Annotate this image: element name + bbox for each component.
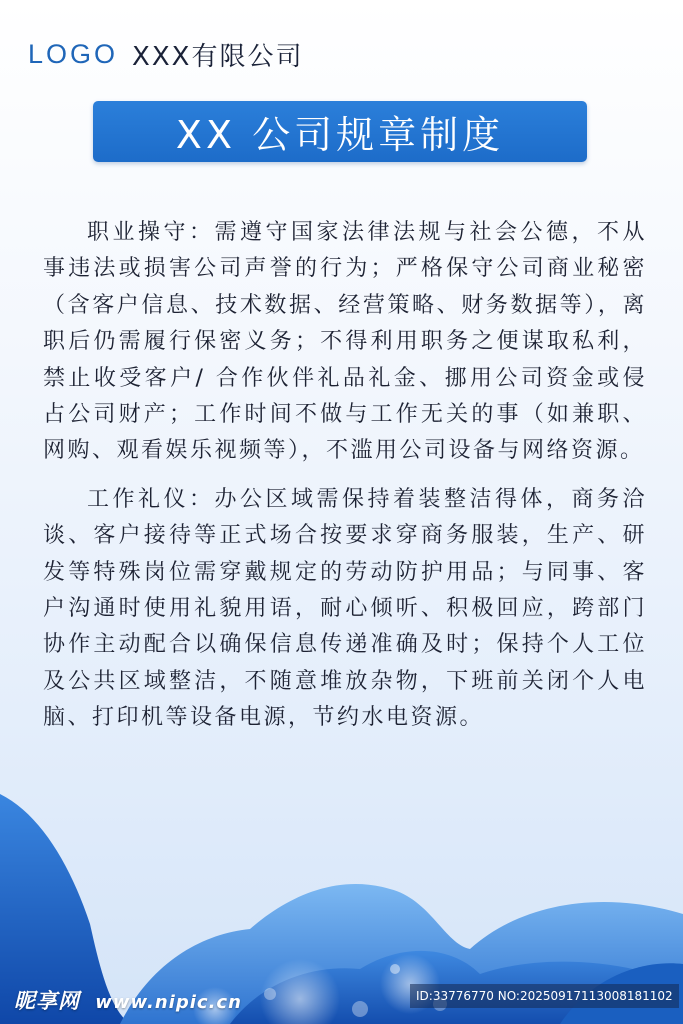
- page-title: XX 公司规章制度: [175, 113, 505, 157]
- paragraph-professional-ethics: 职业操守：需遵守国家法律法规与社会公德，不从事违法或损害公司声誉的行为；严格保守公司商业秘密（含客户信息、技术数据、经营策略、财务数据等），离职后仍需履行保密义务；不得利用职务之便谋取私利，禁止收受客户/ 合作伙伴礼品礼金、挪用公司资金或侵占公司财产；工作时间不做与工作无关的事（如兼职、网购、观看娱乐视频等），不滥用公司设备与网络资源。: [43, 220, 647, 464]
- site-watermark: [14, 985, 242, 1015]
- logo-text: LOGO: [28, 38, 119, 69]
- header: [28, 34, 303, 74]
- paragraph-work-etiquette: 工作礼仪：办公区域需保持着装整洁得体，商务洽谈、客户接待等正式场合按要求穿商务服装，生产、研发等特殊岗位需穿戴规定的劳动防护用品；与同事、客户沟通时使用礼貌用语，耐心倾听、积极回应，跨部门协作主动配合以确保信息传递准确及时；保持个人工位及公共区域整洁，不随意堆放杂物，下班前关闭个人电脑、打印机等设备电源，节约水电资源。: [43, 486, 647, 731]
- watermark-brand: 昵享网: [14, 989, 80, 1013]
- image-id-bar: ID:33776770 NO:20250917113008181102: [410, 984, 679, 1008]
- title-banner: [93, 101, 587, 162]
- watermark-site: www.nipic.cn: [95, 992, 242, 1013]
- regulation-body: [43, 215, 647, 737]
- company-name: XXX有限公司: [132, 41, 304, 72]
